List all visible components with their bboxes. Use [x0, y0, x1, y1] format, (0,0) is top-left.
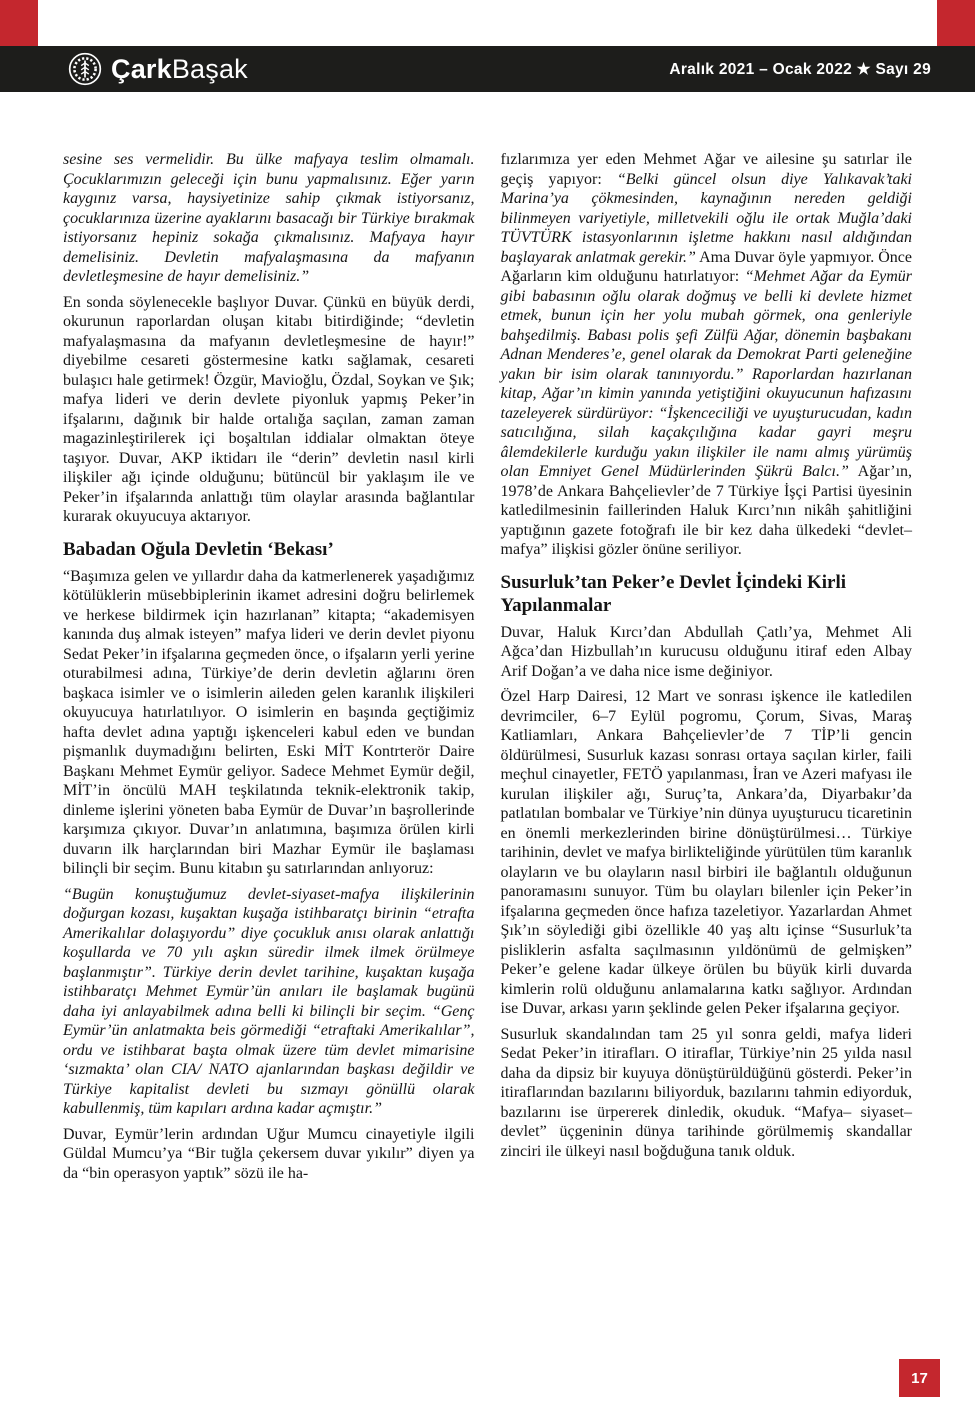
text-run: Duvar, Haluk Kırcı’dan Abdullah Çatlı’ya, Mehmet Ali Ağca’dan Hizbullah’ın kurucusu olduğunu itiraf eden Albay Arif Doğan’a ve daha nice isme değiniyor.: [500, 623, 912, 680]
text-run: En sonda söylenecekle başlıyor Duvar. Çünkü en büyük derdi, okurunun raporlardan oluşan kitabı bitirdiğinde; “devletin mafyalaşmasına da mafyanın devletleşmesine de hayır!” diyebilme cesareti göstermesine katkı sağlamak, cesareti bulaşıcı hale getirmek! Özgür, Mavioğlu, Özdal, Soykan ve Şık; mafya lideri ve derin devlete piyonluk yapmış Peker’in ifşalarını, dağınık bir halde ortalığa saçılan, zaman zaman magazinleştirilerek içi boşaltılan iddialar olmaktan öteye taşıyor. Duvar, AKP iktidarı ile “derin” devletin nasıl kirli ilişkiler ağı içinde olduğunu; bütüncül bir yaklaşım ile ve Peker’in ifşalarında anlattığı tüm olaylar arasında bağlantılar kurarak okuyucuya aktarıyor.: [63, 293, 475, 525]
paragraph: [63, 293, 475, 527]
quote-text-run: “Bugün konuştuğumuz devlet-siyaset-mafya ilişkilerinin doğurgan kozası, kuşaktan kuşağa istihbaratçı birinin “etrafta Amerikalılar dolaşıyordu” diye çocukluk anısı olarak anlattığı koşullarda ve 70 yılı aşkın süredir ilmek ilmek örülmeye başlanmıştır”. Türkiye derin devlet tarihine, kuşaktan kuşağa istihbaratçı Mehmet Eymür’ün anıları ile başlamak bugünü daha iyi anlayabilmek adına belli ki bilinçli bir seçim. “Genç Eymür’ün anlatmakta beis görmediği “etraftaki Amerikalılar”, ordu ve istihbarat başta olmak üzere tüm devlet mimarisine ‘sızmakta’ olan CIA/ NATO ajanlarından başkası değildir ve Türkiye kapitalist devleti bu sızmayı gönüllü olarak kabullenmiş, tüm kapıları ardına kadar açmıştır.”: [63, 885, 475, 1117]
text-run: “Başımıza gelen ve yıllardır daha da katmerlenerek yaşadığımız kötülüklerin müsebbiplerinin ikamet adresini doğru belirlemek ve herkese bildirmek için hazırlanan” kitapta; “akademisyen kanında duş almak isteyen” mafya lideri ve derin devlet piyonu Sedat Peker’in ifşalarına geçmeden önce, o ifşaların yerli yerine oturabilmesi adına, Türkiye’de derin devletin ağlarını ören başkaca isimler ve o isimlerin aileden gelen karanlık ilişkileri okuyucuya hatırlatılıyor. O isimlerin en başında geçtiğimiz hafta devlet adına yaptığı işkenceleri kabul eden ve bundan pişmanlık duymadığını belirten, Eski MİT Kontrterör Daire Başkanı Mehmet Eymür geliyor. Sadece Mehmet Eymür değil, MİT’in öncülü MAH teşkilatında teknik-elektronik takip, dinleme işlerini yöneten baba Eymür de Duvar’ın başrollerinde karşımıza çıkıyor. Duvar’ın anlatımına, başımıza örülen kirli duvarın ilk harçlarından biri Mazhar Eymür ile başlaması bilinçli bir seçim. Bunu kitabın şu satırlarından anlıyoruz:: [63, 567, 475, 877]
right-column: [501, 150, 913, 1189]
corner-accent-left: [0, 0, 38, 46]
text-run: Ağar’ın, 1978’de Ankara Bahçelievler’de 7 Türkiye İşçi Partisi üyesinin katledilmesinin faillerinden Haluk Kırcı’nın nikâh şahitliğini yaptığının gazete fotoğrafı ile bir kez daha ülkedeki “devlet– mafya” ilişkisi gözler önüne seriliyor.: [500, 463, 913, 558]
paragraph: [501, 150, 913, 560]
quote-text-run: sesine ses vermelidir. Bu ülke mafyaya teslim olmamalı. Çocuklarımızın geleceği için bunu yapmalısınız. Eğer yarın kaygınız varsa, haysiyetinize sahip çıkmak istiyorsanız, çocuklarınıza üzerine ayaklarını basacağı bir Türkiye bırakmak istiyorsanız hepiniz sokağa çıkmalısınız. Mafyaya hayır demelisiniz. Devletin mafyalaşmasına da mafyanın devletleşmesine de hayır demelisiniz.”: [63, 151, 475, 285]
paragraph: [63, 1125, 475, 1184]
tip-gear-wheat-logo-icon: [68, 52, 102, 86]
paragraph: [501, 1025, 913, 1162]
paragraph: [501, 623, 913, 682]
publication-name-bold: Çark: [111, 53, 172, 84]
publication-name-light: Başak: [171, 53, 248, 84]
article-body: [63, 150, 912, 1189]
publication-name: [111, 54, 248, 85]
paragraph: [501, 687, 913, 1019]
text-run: fızlarımıza yer eden Mehmet Ağar ve ailesine şu satırlar ile geçiş yapıyor:: [500, 151, 912, 188]
paragraph: [63, 567, 475, 879]
text-run: Duvar, Eymür’lerin ardından Uğur Mumcu cinayetiyle ilgili Güldal Mumcu’ya “Bir tuğla çekersem duvar yıkılır” diyen ya da “bin operasyon yaptık” sözü ile ha-: [63, 1125, 475, 1182]
quote-text-run: “Mehmet Ağar da Eymür gibi babasının oğlu olarak doğmuş ve belli ki devlete hizmet etmek, bunun için her yolu mubah görmek, ona genleriyle bahşedilmiş. Babası polis şefi Zülfü Ağar, dönemin başbakanı Adnan Menderes’e, genel olarak da Demokrat Parti geleneğine yakın bir isim olarak tanınıyordu.” Raporlardan hazırlanan kitap, Ağar’ın kimin yanında yetiştiğini okuyucunun hafızasını tazeleyerek sürdürüyor: “İşkenceciliği ve uyuşturucudan, kadın satıcılığına, silah kaçakçılığına kadar gayri meşru âlemdekilerle kurduğu yakın ilişkiler ile namı almış yürümüş olan Emniyet Genel Müdürlerinden Şükrü Balcı.”: [500, 268, 913, 480]
text-run: Özel Harp Dairesi, 12 Mart ve sonrası işkence ile katledilen devrimciler, 6–7 Eylül pogromu, Çorum, Sivas, Maraş Katliamları, Ankara Bahçelievler’de 7 TİP’li gencin öldürülmesi, Susurluk kazası sonrası ortaya saçılan kirler, faili meçhul cinayetler, FETÖ yapılanması, İran ve Azeri mafyası ile kurulan ilişkiler ağı, Suruç’ta, Ankara’da, Diyarbakır’da patlatılan bombalar ve Türkiye’nin dünya uyuşturucu ticaretinin en önemli merkezlerinden birine dönüştürülmesi… Türkiye tarihinin, devlet ve mafya birlikteliğinde yürütülen tüm karanlık olayların ve bu olayların nasıl birbiri ile bağlantılı olduğunun panoramasını sunuyor. Tüm bu olayları bilenler için Peker’in ifşalarına geçmeden önce hafıza tazeletiyor. Yazarlardan Ahmet Şık’ın söylediği gibi özellikle 40 yaş altı içinse “Susurluk’ta pisliklerin asfalta saçılmasının yıldönümü de gelmişken” Peker’e gelene kadar ülkeye örülen bu büyük kirli duvarda kimlerin rolü olduğunu anlamalarına katkı sağlıyor. Ardından ise Duvar, arkası yarın şeklinde gelen Peker ifşalarına geçiyor.: [500, 688, 912, 1017]
corner-accent-right: [937, 0, 975, 46]
left-column: [63, 150, 475, 1189]
paragraph: [63, 150, 475, 287]
section-heading: Susurluk’tan Peker’e Devlet İçindeki Kirli Yapılanmalar: [500, 571, 846, 616]
quote-text-run: “Belki güncel olsun diye Yalıkavak’taki Marina’ya çökmesinden, kaynağının nereden geldiği bilinmeyen variyetiyle, milletvekili oğlu ile ortak Muğla’daki TÜVTÜRK istasyonlarının işletme hakkını nasıl aldığından başlayarak anlatmak gerekir.”: [500, 170, 912, 266]
brand: [68, 52, 248, 86]
issue-info: Aralık 2021 – Ocak 2022 ★ Sayı 29: [669, 60, 931, 78]
page-number-badge: 17: [899, 1359, 940, 1397]
paragraph: [63, 885, 475, 1119]
text-run: Susurluk skandalından tam 25 yıl sonra geldi, mafya lideri Sedat Peker’in itirafları. O itiraflar, Türkiye’nin 25 yılda nasıl daha da dipsiz bir kuyuya dönüştürüldüğünü gösterdi. Peker’in itiraflarından bazılarını biliyorduk, bazılarını tahmin ediyorduk, bazılarını ise ürpererek dinledik, okuduk. “Mafya– siyaset– devlet” üçgeninin dünya tarihinde görülmemiş skandallar zinciri ile ülkeyi nasıl boğduğuna tanık olduk.: [500, 1025, 912, 1160]
text-run: Ama Duvar öyle yapmıyor. Önce Ağarların kim olduğunu hatırlatıyor:: [500, 248, 912, 285]
section-heading: Babadan Oğula Devletin ‘Bekası’: [63, 538, 334, 560]
masthead: [0, 46, 975, 92]
